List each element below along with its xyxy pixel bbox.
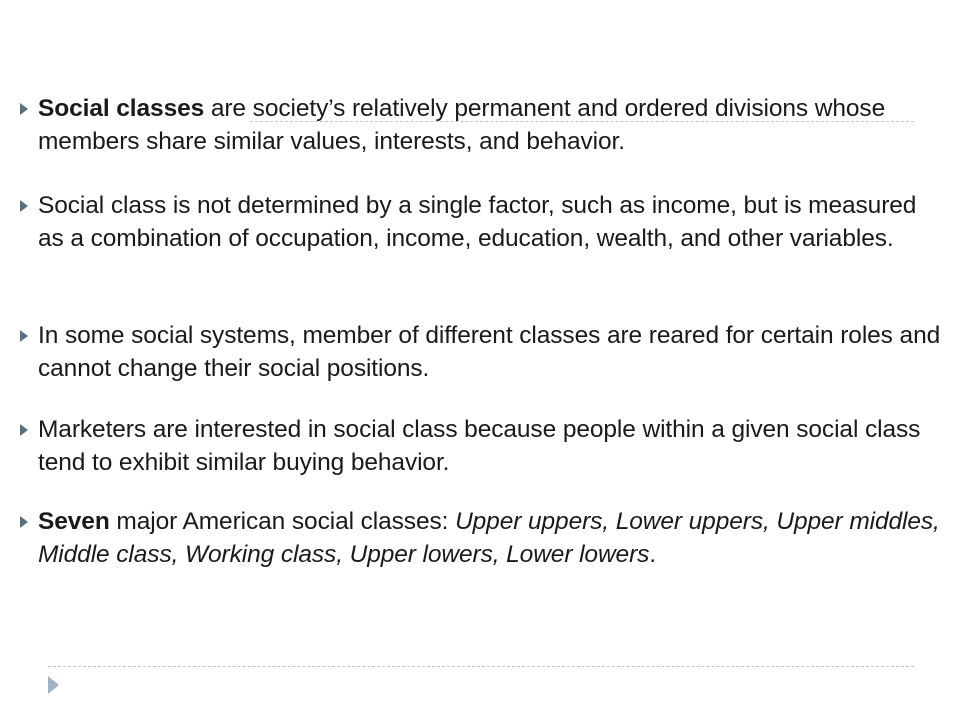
- bold-term: Seven: [38, 508, 110, 535]
- bullet-text-end: .: [649, 541, 657, 568]
- social-class-list: Upper uppers, Lower uppers, Upper middles, Middle class, Working class, Upper lowers, Lower lowers: [38, 508, 940, 568]
- bullet-text: Social class is not determined by a single factor, such as income, but is measured as a combination of occupation, income, education, wealth, and other variables.: [38, 192, 917, 252]
- bullet-text: [38, 505, 943, 571]
- bullet-text-rest: are society’s relatively permanent and ordered divisions whose members share similar values, interests, and behavior.: [38, 95, 886, 155]
- triangle-right-icon: [20, 516, 28, 528]
- triangle-right-icon: [20, 200, 28, 212]
- bullet-text: In some social systems, member of different classes are reared for certain roles and cannot change their social positions.: [38, 322, 941, 382]
- bullet-text: [38, 92, 943, 158]
- triangle-right-icon: [20, 103, 28, 115]
- bullet-text-rest: major American social classes:: [109, 508, 456, 535]
- triangle-right-icon: [20, 330, 28, 342]
- triangle-right-icon: [20, 424, 28, 436]
- bottom-divider: [48, 666, 914, 667]
- triangle-right-icon: [48, 676, 59, 694]
- bullet-text: Marketers are interested in social class because people within a given social class tend to exhibit similar buying behavior.: [38, 416, 921, 476]
- bold-term: Social classes: [38, 95, 205, 122]
